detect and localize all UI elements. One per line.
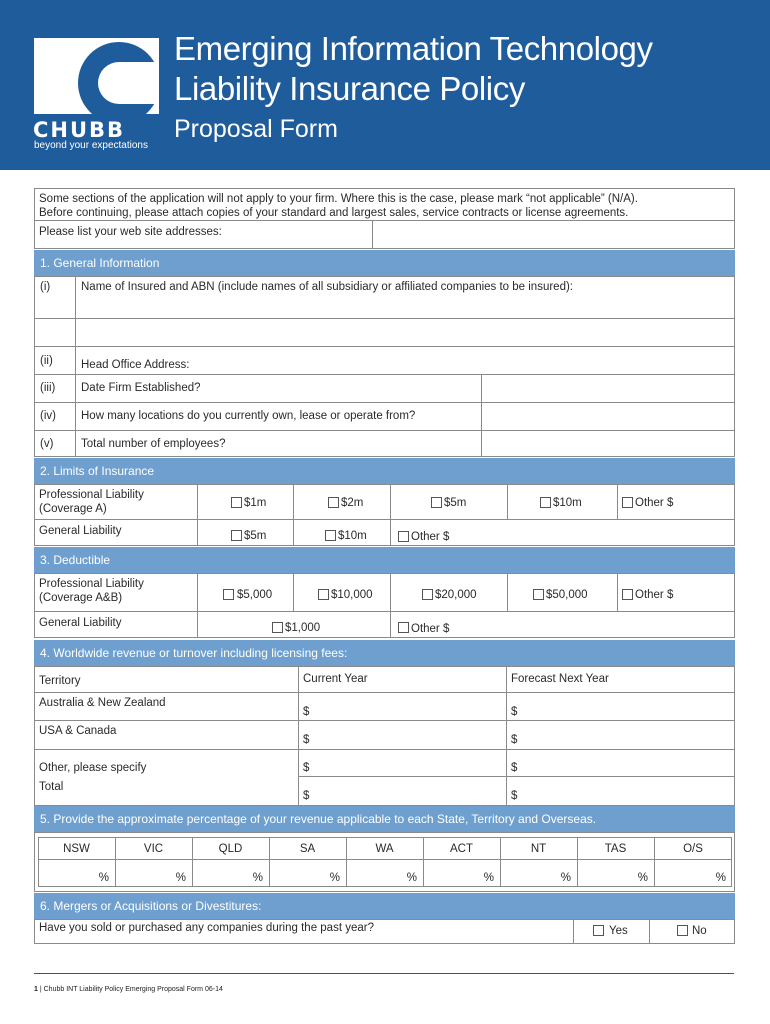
ded-pl-5000-checkbox[interactable]: [223, 589, 234, 600]
limit-pl-2m-checkbox[interactable]: [328, 497, 339, 508]
ded-gl-1000-checkbox[interactable]: [272, 622, 283, 633]
ded-pl-10000-checkbox[interactable]: [318, 589, 329, 600]
qld-pct-input[interactable]: %: [252, 872, 263, 884]
section-6-header: 6. Mergers or Acquisitions or Divestitures:: [34, 893, 735, 919]
insured-name-input[interactable]: [76, 319, 734, 346]
col-current-year: Current Year: [303, 673, 368, 685]
limit-gl-10m-checkbox[interactable]: [325, 530, 336, 541]
limits-professional-label: Professional Liability (Coverage A): [39, 489, 144, 515]
nsw-pct-input[interactable]: %: [98, 872, 109, 884]
row-num-i: (i): [40, 281, 51, 293]
web-address-label: Please list your web site addresses:: [39, 226, 222, 238]
col-vic: VIC: [143, 843, 164, 855]
territory-usa-canada: USA & Canada: [39, 725, 117, 737]
web-address-input[interactable]: [373, 221, 734, 248]
ded-gl-other-checkbox[interactable]: [398, 622, 409, 633]
col-act: ACT: [450, 843, 473, 855]
ded-pl-50000-label: $50,000: [546, 589, 588, 601]
page-footer: [34, 986, 223, 993]
vic-pct-input[interactable]: %: [175, 872, 186, 884]
ded-pl-20000-label: $20,000: [435, 589, 477, 601]
date-established-label: Date Firm Established?: [81, 382, 201, 394]
col-sa: SA: [299, 843, 316, 855]
ded-pl-other-checkbox[interactable]: [622, 589, 633, 600]
territory-anz: Australia & New Zealand: [39, 697, 166, 709]
usa-forecast-input[interactable]: $: [511, 734, 518, 746]
territory-total: Total: [39, 781, 64, 793]
other-forecast-input[interactable]: $: [511, 762, 518, 774]
row-num-ii: (ii): [40, 355, 53, 367]
acquisitions-yes-label: Yes: [609, 925, 628, 937]
ded-gl-other-label: Other $: [411, 623, 450, 635]
anz-forecast-input[interactable]: $: [511, 706, 518, 718]
os-pct-input[interactable]: %: [715, 872, 726, 884]
limit-pl-2m-label: $2m: [341, 497, 364, 509]
section-3-header: 3. Deductible: [34, 547, 735, 573]
limit-pl-1m-label: $1m: [244, 497, 267, 509]
col-tas: TAS: [604, 843, 627, 855]
act-pct-input[interactable]: %: [483, 872, 494, 884]
limit-pl-other-checkbox[interactable]: [622, 497, 633, 508]
acquisitions-question: Have you sold or purchased any companies during the past year?: [39, 922, 374, 934]
limit-pl-other-label: Other $: [635, 497, 674, 509]
section-2-header: 2. Limits of Insurance: [34, 458, 735, 484]
limit-gl-5m-label: $5m: [244, 530, 267, 542]
ded-pl-20000-checkbox[interactable]: [422, 589, 433, 600]
title-line-1: Emerging Information Technology: [174, 30, 653, 67]
employees-label: Total number of employees?: [81, 438, 226, 450]
col-nsw: NSW: [63, 843, 90, 855]
col-forecast-year: Forecast Next Year: [511, 673, 609, 685]
total-forecast-input[interactable]: $: [511, 790, 518, 802]
footer-text: | Chubb INT Liability Policy Emerging Proposal Form 06-14: [39, 986, 223, 993]
section-1-header: 1. General Information: [34, 250, 735, 276]
col-territory: Territory: [39, 675, 81, 687]
limit-pl-5m-checkbox[interactable]: [431, 497, 442, 508]
header-banner: [0, 0, 770, 170]
acquisitions-no-checkbox[interactable]: [677, 925, 688, 936]
limit-pl-1m-checkbox[interactable]: [231, 497, 242, 508]
form-subtitle: Proposal Form: [174, 115, 338, 143]
limits-general-label: General Liability: [39, 525, 122, 537]
ded-pl-other-label: Other $: [635, 589, 674, 601]
limit-gl-5m-checkbox[interactable]: [231, 530, 242, 541]
footer-divider: [34, 973, 734, 974]
title-line-2: Liability Insurance Policy: [174, 70, 525, 107]
intro-attach-text: Before continuing, please attach copies of your standard and largest sales, service contracts or license agreements.: [39, 207, 629, 219]
row-num-v: (v): [40, 438, 54, 450]
locations-input[interactable]: [482, 403, 734, 430]
deductible-professional-label: Professional Liability (Coverage A&B): [39, 578, 144, 604]
total-current-input[interactable]: $: [303, 790, 310, 802]
locations-label: How many locations do you currently own, lease or operate from?: [81, 410, 416, 422]
territory-other: Other, please specify: [39, 762, 147, 774]
usa-current-input[interactable]: $: [303, 734, 310, 746]
section-4-header: 4. Worldwide revenue or turnover including licensing fees:: [34, 640, 735, 666]
tas-pct-input[interactable]: %: [637, 872, 648, 884]
limit-gl-other-checkbox[interactable]: [398, 531, 409, 542]
head-office-label: Head Office Address:: [81, 359, 190, 371]
deductible-general-label: General Liability: [39, 617, 122, 629]
ded-pl-5000-label: $5,000: [237, 589, 273, 601]
ded-gl-1000-label: $1,000: [285, 622, 321, 634]
date-established-input[interactable]: [482, 375, 734, 402]
acquisitions-yes-checkbox[interactable]: [593, 925, 604, 936]
limit-gl-10m-label: $10m: [338, 530, 367, 542]
revenue-table: [34, 666, 735, 806]
col-nt: NT: [530, 843, 547, 855]
chubb-logo-icon: [34, 38, 159, 114]
employees-input[interactable]: [482, 431, 734, 456]
limit-gl-other-label: Other $: [411, 531, 450, 543]
col-os: O/S: [683, 843, 703, 855]
row-num-iii: (iii): [40, 382, 56, 394]
page-number: 1: [34, 986, 38, 993]
sa-pct-input[interactable]: %: [329, 872, 340, 884]
ded-pl-10000-label: $10,000: [331, 589, 373, 601]
wa-pct-input[interactable]: %: [406, 872, 417, 884]
col-qld: QLD: [218, 843, 243, 855]
col-wa: WA: [375, 843, 394, 855]
limit-pl-10m-checkbox[interactable]: [540, 497, 551, 508]
limit-pl-5m-label: $5m: [444, 497, 467, 509]
brand-tagline: beyond your expectations: [34, 140, 148, 151]
nt-pct-input[interactable]: %: [560, 872, 571, 884]
other-current-input[interactable]: $: [303, 762, 310, 774]
insured-name-label: Name of Insured and ABN (include names of all subsidiary or affiliated companies to be insured):: [81, 281, 573, 293]
row-num-iv: (iv): [40, 410, 56, 422]
acquisitions-no-label: No: [692, 925, 707, 937]
brand-name: CHUBB: [33, 118, 126, 142]
limit-pl-10m-label: $10m: [553, 497, 582, 509]
ded-pl-50000-checkbox[interactable]: [533, 589, 544, 600]
intro-text: Some sections of the application will not apply to your firm. Where this is the case, please mark “not applicable” (N/A).: [39, 193, 638, 205]
anz-current-input[interactable]: $: [303, 706, 310, 718]
section-5-header: 5. Provide the approximate percentage of your revenue applicable to each State, Territory and Overseas.: [34, 806, 735, 832]
